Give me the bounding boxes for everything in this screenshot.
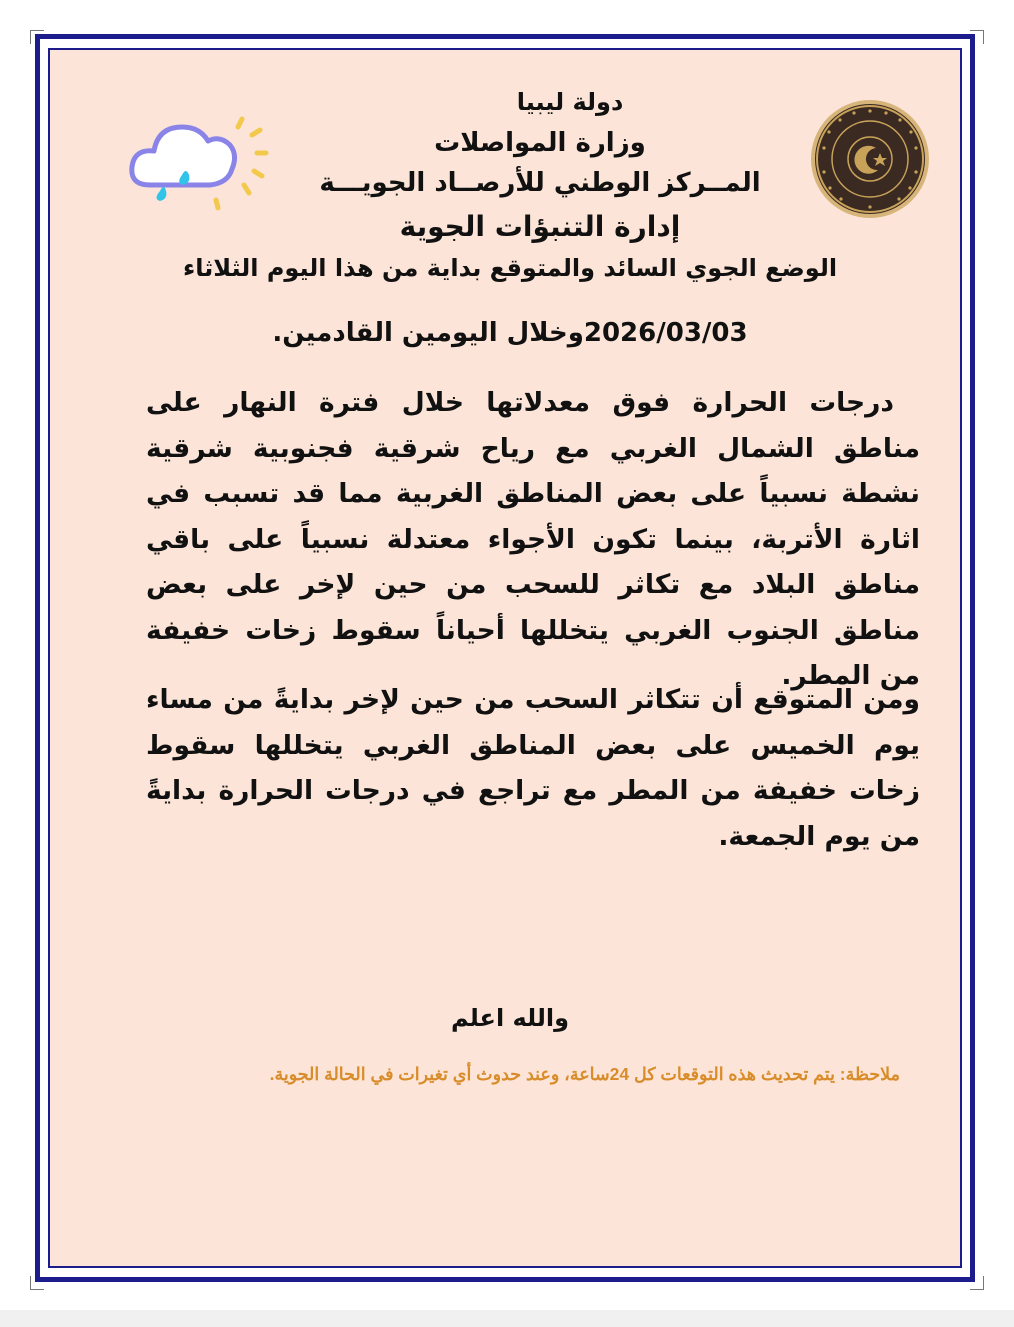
cloud-sun-rain-icon [120,105,280,215]
forecast-paragraph: درجات الحرارة فوق معدلاتها خلال فترة النهار على مناطق الشمال الغربي مع رياح شرقية فجنوبية شرقية نشطة نسبياً على بعض المناطق الغربية مما قد تسبب في اثارة الأتربة، بينما تكون الأجواء معتدلة نسبياً على باقي مناطق البلاد مع تكاثر للسحب من حين لإخر على بعض مناطق الجنوب الغربي يتخللها أحياناً سقوط زخات خفيفة من المطر. [146,387,920,691]
government-emblem [806,98,934,220]
forecast-paragraph: ومن المتوقع أن تتكاثر السحب من حين لإخر بدايةً من مساء يوم الخميس على بعض المناطق الغربي يتخللها سقوط زخات خفيفة من المطر مع تراجع في درجات الحرارة بدايةً من يوم الجمعة. [146,684,920,852]
header-country: دولة ليبيا [516,88,624,116]
header-center: المــركز الوطني للأرصــاد الجويـــة [319,168,761,198]
page-margin [0,1310,1014,1327]
header-ministry: وزارة المواصلات [434,128,646,158]
header-department: إدارة التنبؤات الجوية [399,210,681,243]
closing-phrase: والله اعلم [450,1004,570,1032]
bulletin-date: 2026/03/03وخلال اليومين القادمين. [272,318,748,348]
bulletin-title: الوضع الجوي السائد والمتوقع بداية من هذا اليوم الثلاثاء [182,254,838,282]
update-note: ملاحظة: يتم تحديث هذه التوقعات كل 24ساعة، وعند حدوث أي تغيرات في الحالة الجوية. [269,1064,900,1084]
